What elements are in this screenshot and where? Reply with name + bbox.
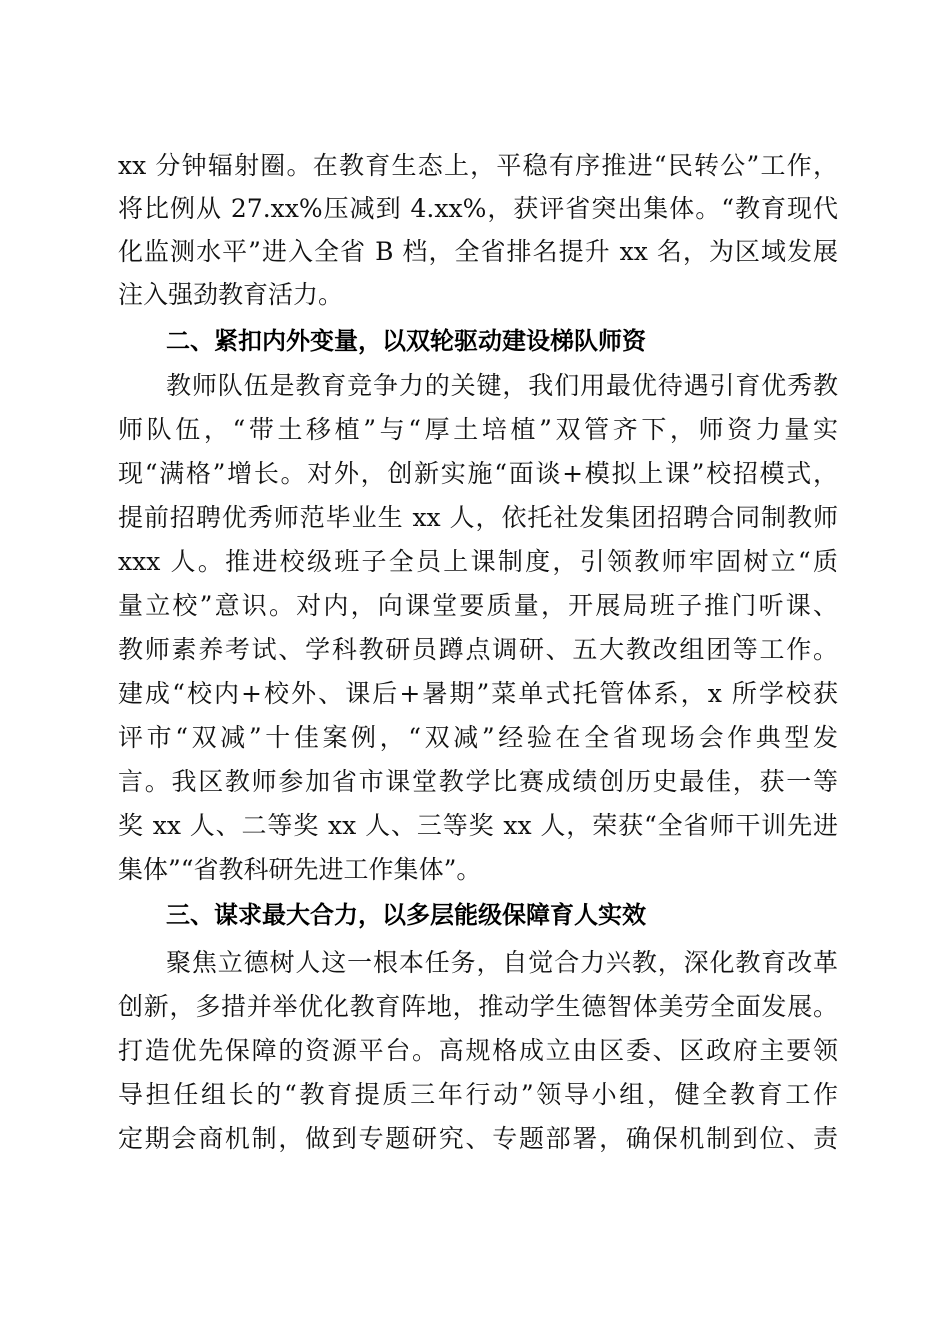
para2-line-7: 教师素养考试、学科教研员蹲点调研、五大教改组团等工作。 <box>118 635 838 664</box>
para3-line-5: 定期会商机制，做到专题研究、专题部署，确保机制到位、责 <box>118 1124 838 1153</box>
para2-line-10: 言。我区教师参加省市课堂教学比赛成绩创历史最佳，获一等 <box>118 767 838 796</box>
para2-line-4: 提前招聘优秀师范毕业生 xx 人，依托社发集团招聘合同制教师 <box>118 503 838 532</box>
para2-line-5: xxx 人。推进校级班子全员上课制度，引领教师牢固树立“质 <box>118 547 838 576</box>
para2-line-8: 建成“校内+校外、课后+暑期”菜单式托管体系，x 所学校获 <box>118 679 838 708</box>
para1-line-1: xx 分钟辐射圈。在教育生态上，平稳有序推进“民转公”工作， <box>118 151 838 180</box>
para2-line-3: 现“满格”增长。对外，创新实施“面谈+模拟上课”校招模式， <box>118 459 838 488</box>
para2-line-1: 教师队伍是教育竞争力的关键，我们用最优待遇引育优秀教 <box>166 371 838 400</box>
para1-line-4: 注入强劲教育活力。 <box>118 280 344 309</box>
para2-line-11: 奖 xx 人、二等奖 xx 人、三等奖 xx 人，荣获“全省师干训先进 <box>118 811 838 840</box>
section-heading-2: 二、紧扣内外变量，以双轮驱动建设梯队师资 <box>166 327 646 355</box>
para3-line-4: 导担任组长的“教育提质三年行动”领导小组，健全教育工作 <box>118 1080 838 1109</box>
para2-line-12: 集体”“省教科研先进工作集体”。 <box>118 855 482 884</box>
para2-line-9: 评市“双减”十佳案例，“双减”经验在全省现场会作典型发 <box>118 723 838 752</box>
para3-line-3: 打造优先保障的资源平台。高规格成立由区委、区政府主要领 <box>118 1036 838 1065</box>
para3-line-2: 创新，多措并举优化教育阵地，推动学生德智体美劳全面发展。 <box>118 992 838 1021</box>
para1-line-3: 化监测水平”进入全省 B 档，全省排名提升 xx 名，为区域发展 <box>118 237 838 266</box>
para2-line-2: 师队伍，“带土移植”与“厚土培植”双管齐下，师资力量实 <box>118 415 838 444</box>
para3-line-1: 聚焦立德树人这一根本任务，自觉合力兴教，深化教育改革 <box>166 948 838 977</box>
para2-line-6: 量立校”意识。对内，向课堂要质量，开展局班子推门听课、 <box>118 591 838 620</box>
section-heading-3: 三、谋求最大合力，以多层能级保障育人实效 <box>166 901 646 929</box>
para1-line-2: 将比例从 27.xx%压减到 4.xx%，获评省突出集体。“教育现代 <box>118 194 838 223</box>
